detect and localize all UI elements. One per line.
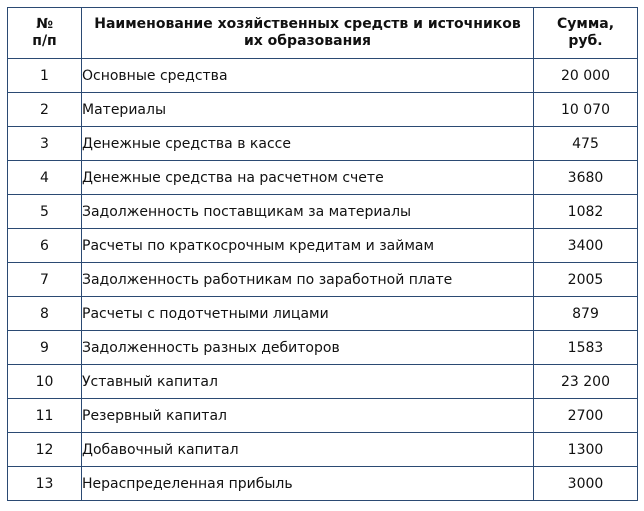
row-amount: 3000 [534,467,638,501]
row-amount: 3680 [534,161,638,195]
table-row [8,127,638,161]
table-row [8,161,638,195]
balance-items-table [7,7,638,501]
row-number: 7 [8,263,82,297]
row-amount: 2005 [534,263,638,297]
row-name: Задолженность поставщикам за материалы [82,195,534,229]
row-name: Нераспределенная прибыль [82,467,534,501]
row-number: 12 [8,433,82,467]
row-name: Денежные средства в кассе [82,127,534,161]
row-number: 3 [8,127,82,161]
table-row [8,59,638,93]
row-number: 11 [8,399,82,433]
row-amount: 3400 [534,229,638,263]
row-name: Расчеты по краткосрочным кредитам и займам [82,229,534,263]
table-row [8,297,638,331]
table-header-row [8,8,638,59]
row-amount: 1082 [534,195,638,229]
row-name: Денежные средства на расчетном счете [82,161,534,195]
row-name: Уставный капитал [82,365,534,399]
row-amount: 23 200 [534,365,638,399]
table-row [8,467,638,501]
row-name: Материалы [82,93,534,127]
row-amount: 475 [534,127,638,161]
row-number: 13 [8,467,82,501]
header-amount: Сумма, руб. [534,8,638,59]
row-number: 5 [8,195,82,229]
table-row [8,365,638,399]
row-name: Добавочный капитал [82,433,534,467]
row-amount: 1583 [534,331,638,365]
table-row [8,229,638,263]
row-number: 4 [8,161,82,195]
row-amount: 10 070 [534,93,638,127]
row-number: 6 [8,229,82,263]
row-amount: 1300 [534,433,638,467]
row-amount: 879 [534,297,638,331]
row-name: Резервный капитал [82,399,534,433]
row-name: Расчеты с подотчетными лицами [82,297,534,331]
row-name: Основные средства [82,59,534,93]
row-number: 2 [8,93,82,127]
row-number: 1 [8,59,82,93]
table-row [8,433,638,467]
header-number: № п/п [8,8,82,59]
row-name: Задолженность разных дебиторов [82,331,534,365]
row-number: 10 [8,365,82,399]
table-row [8,331,638,365]
row-name: Задолженность работникам по заработной плате [82,263,534,297]
table-row [8,263,638,297]
table-row [8,399,638,433]
table-row [8,195,638,229]
header-name: Наименование хозяйственных средств и источников их образования [82,8,534,59]
row-amount: 20 000 [534,59,638,93]
document-sheet [7,7,637,500]
row-number: 8 [8,297,82,331]
row-number: 9 [8,331,82,365]
row-amount: 2700 [534,399,638,433]
table-row [8,93,638,127]
table-body [8,59,638,501]
